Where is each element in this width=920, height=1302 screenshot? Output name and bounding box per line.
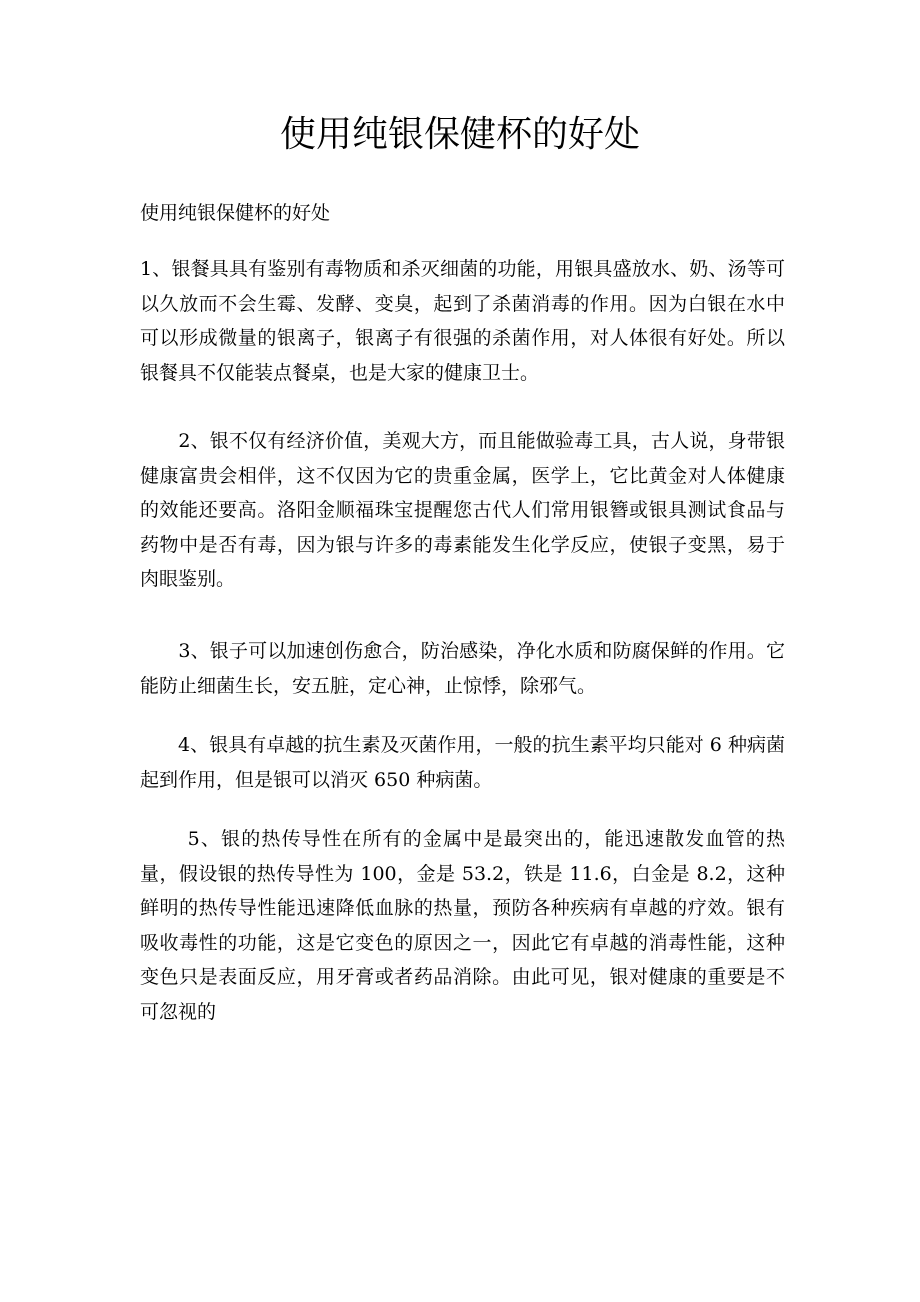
document-subtitle: 使用纯银保健杯的好处 — [140, 202, 331, 224]
paragraph-2: 2、银不仅有经济价值，美观大方，而且能做验毒工具，古人说，身带银健康富贵会相伴，这不仅因为它的贵重金属，医学上，它比黄金对人体健康的效能还要高。洛阳金顺福珠宝提醒您古代人们常用银簪或银具测试食品与药物中是否有毒，因为银与许多的毒素能发生化学反应，使银子变黑，易于肉眼鉴别。 — [140, 430, 785, 591]
document-title: 使用纯银保健杯的好处 — [279, 114, 640, 155]
paragraph-5: 5、银的热传导性在所有的金属中是最突出的，能迅速散发血管的热量，假设银的热传导性为 100，金是 53.2，铁是 11.6，白金是 8.2，这种鲜明的热传导性能迅速降低血脉的热量，预防各种疾病有卓越的疗效。银有吸收毒性的功能，这是它变色的原因之一，因此它有卓越的消毒性能，这种变色只是表面反应，用牙膏或者药品消除。由此可见，银对健康的重要是不可忽视的 — [140, 828, 785, 1023]
paragraph-1: 1、银餐具具有鉴别有毒物质和杀灭细菌的功能，用银具盛放水、奶、汤等可以久放而不会生霉、发酵、变臭，起到了杀菌消毒的作用。因为白银在水中可以形成微量的银离子，银离子有很强的杀菌作用，对人体很有好处。所以银餐具不仅能装点餐桌，也是大家的健康卫士。 — [140, 258, 785, 384]
paragraph-3: 3、银子可以加速创伤愈合，防治感染，净化水质和防腐保鲜的作用。它能防止细菌生长，安五脏，定心神，止惊悸，除邪气。 — [140, 640, 785, 697]
paragraph-4: 4、银具有卓越的抗生素及灭菌作用，一般的抗生素平均只能对 6 种病菌起到作用，但是银可以消灭 650 种病菌。 — [140, 734, 785, 791]
